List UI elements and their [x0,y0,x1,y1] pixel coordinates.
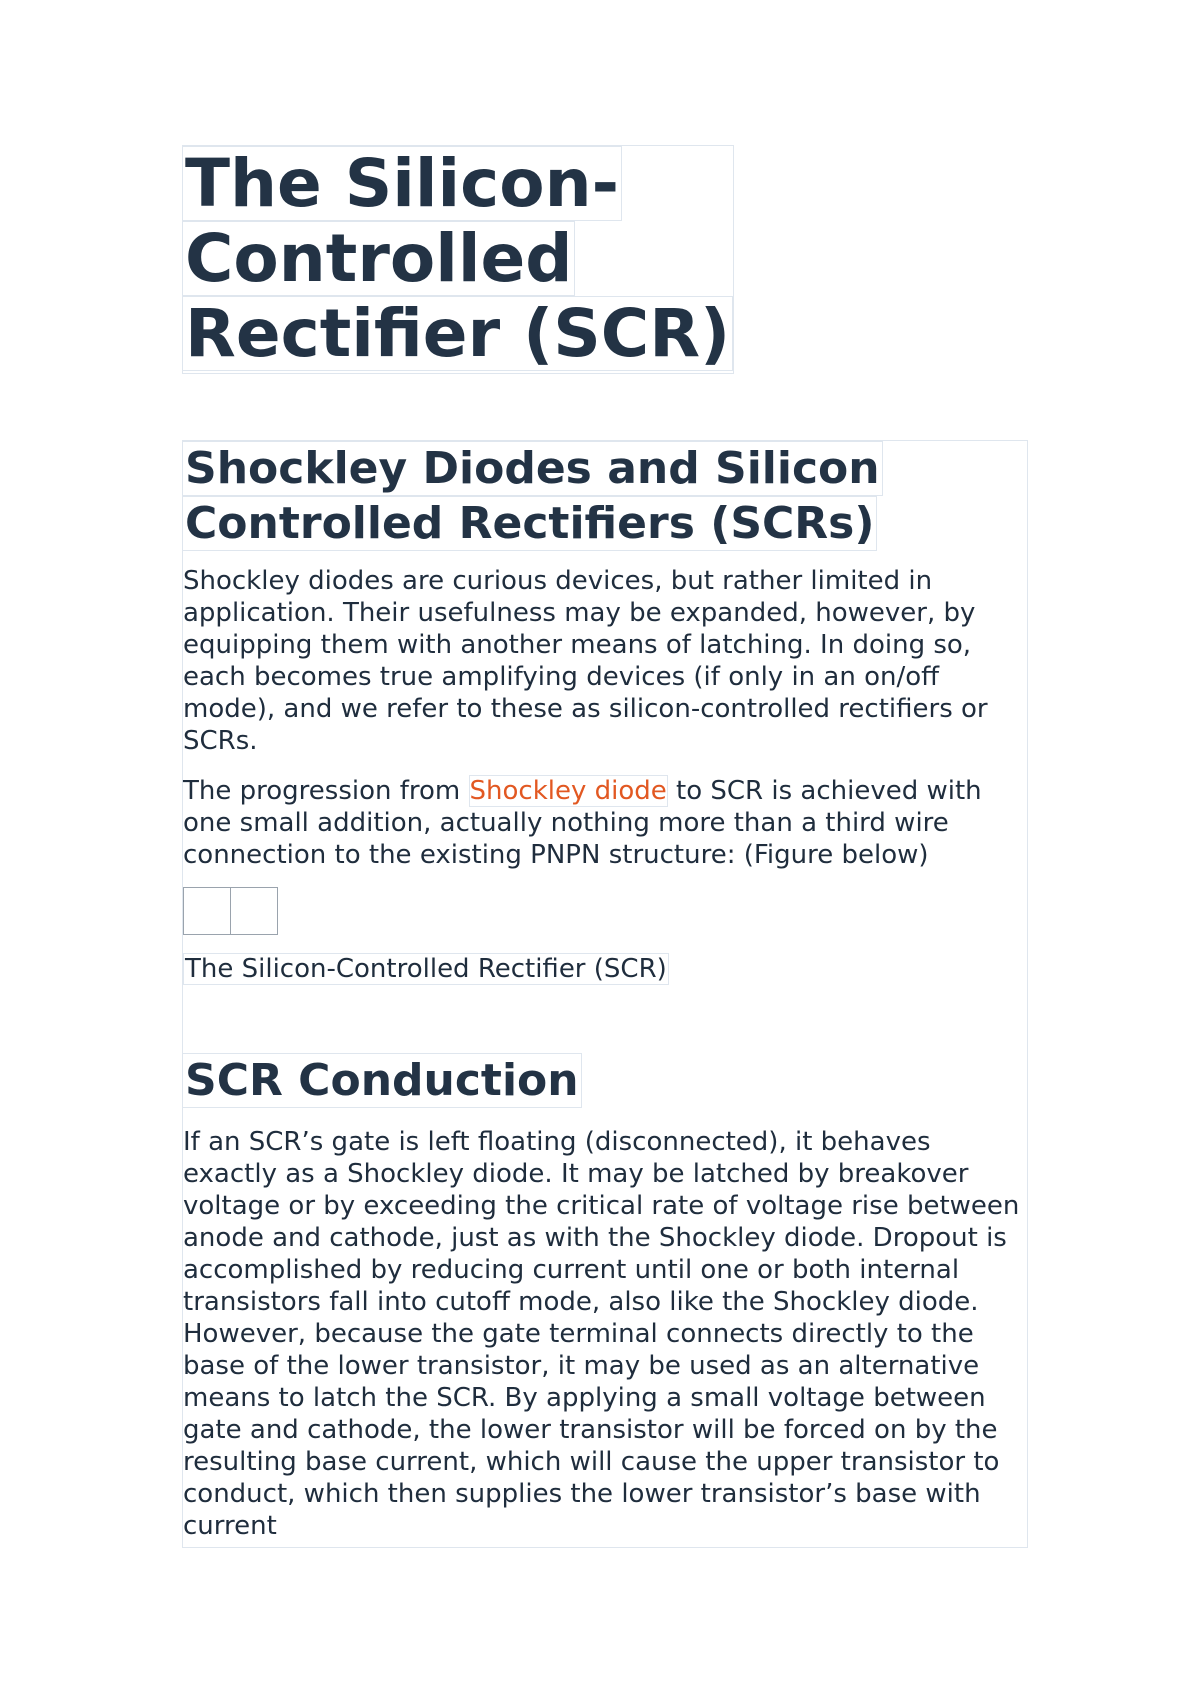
section-heading-shockley [183,441,1027,551]
paragraph-conduction: If an SCR’s gate is left floating (disconnected), it behaves exactly as a Shockley diode. It may be latched by breakover voltage or by exceeding the critical rate of voltage rise between anode and cathode, just as with the Shockley diode. Dropout is accomplished by reducing current until one or both internal transistors fall into cutoff mode, also like the Shockley diode. However, because the gate terminal connects directly to the base of the lower transistor, it may be used as an alternative means to latch the SCR. By applying a small voltage between gate and cathode, the lower transistor will be forced on by the resulting base current, which will cause the upper transistor to conduct, which then supplies the lower transistor’s base with current [183,1127,1020,1541]
section-heading-line: SCR Conduction [182,1053,582,1108]
figure-caption: The Silicon-Controlled Rectifier (SCR) [185,954,667,984]
page-title-line: Rectifier (SCR) [182,296,733,371]
section-heading-line: Shockley Diodes and Silicon [182,441,883,496]
section-heading-line: Controlled Rectifiers (SCRs) [182,496,877,551]
paragraph-text: The progression from [183,776,469,806]
page-title-line: The Silicon- [182,146,622,221]
shockley-diode-link[interactable]: Shockley diode [469,776,667,806]
page-title [182,145,734,374]
broken-image-icon [183,887,231,935]
article-body [182,440,1028,1548]
page-title-line: Controlled [182,221,575,296]
figure-placeholder [183,887,1027,935]
paragraph-intro: Shockley diodes are curious devices, but rather limited in application. Their usefulness may be expanded, however, by equipping them with another means of latching. In doing so, each becomes true amplifying devices (if only in an on/off mode), and we refer to these as silicon-controlled rectifiers or SCRs. [183,566,988,756]
paragraph-text: to SCR is achieved with one small addition, actually nothing more than a third wire connection to the existing PNPN structure: (Figure below) [183,776,982,870]
broken-image-icon [230,887,278,935]
section-heading-conduction [183,1053,1027,1108]
paragraph-progression [183,775,1027,871]
